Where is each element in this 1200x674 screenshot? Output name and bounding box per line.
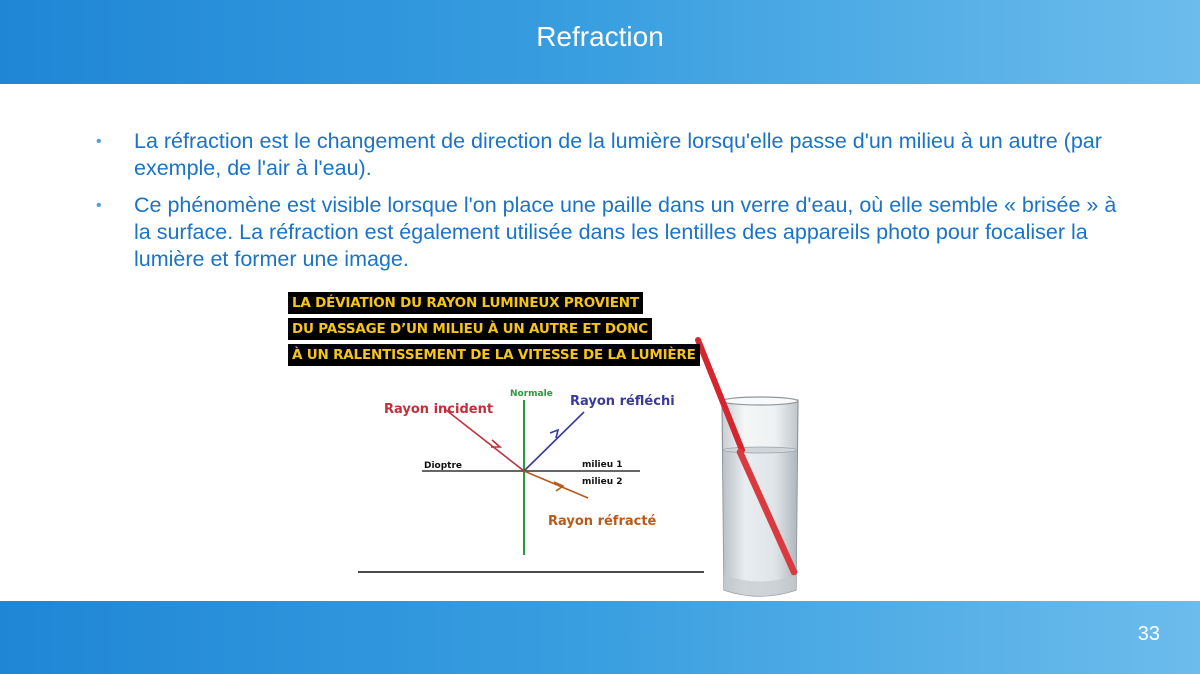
- refracte-label: Rayon réfracté: [548, 514, 657, 529]
- glass-with-straw: [698, 340, 798, 596]
- milieu2-label: milieu 2: [582, 477, 623, 487]
- milieu1-label: milieu 1: [582, 460, 623, 470]
- caption-line: LA DÉVIATION DU RAYON LUMINEUX PROVIENT: [288, 292, 643, 314]
- glass-rim: [722, 397, 798, 405]
- bullet-text: Ce phénomène est visible lorsque l'on place une paille dans un verre d'eau, où elle semble « brisée » à la surface. La réfraction est également utilisée dans les lentilles des appareils photo pour focaliser la lumière et former une image.: [134, 193, 1117, 271]
- normale-label: Normale: [510, 389, 553, 399]
- water-surface: [723, 447, 797, 453]
- refraction-figure: [288, 290, 808, 600]
- title-bar: [0, 0, 1200, 84]
- footer-bar: [0, 601, 1200, 674]
- bullet-icon: •: [96, 197, 102, 214]
- caption-line: À UN RALENTISSEMENT DE LA VITESSE DE LA LUMIÈRE: [288, 344, 700, 366]
- bullet-list: [96, 128, 1136, 283]
- water: [723, 450, 797, 596]
- bullet-item: [96, 192, 1136, 273]
- slide-title: Refraction: [536, 21, 664, 52]
- dioptre-label: Dioptre: [424, 461, 463, 471]
- page-number: 33: [1137, 623, 1160, 645]
- reflechi-label: Rayon réfléchi: [570, 394, 675, 409]
- caption-line: DU PASSAGE D’UN MILIEU À UN AUTRE ET DONC: [288, 318, 652, 340]
- bullet-icon: •: [96, 133, 102, 150]
- bullet-item: [96, 128, 1136, 182]
- bullet-text: La réfraction est le changement de direction de la lumière lorsqu'elle passe d'un milieu à un autre (par exemple, de l'air à l'eau).: [134, 129, 1102, 180]
- incident-label: Rayon incident: [384, 402, 494, 417]
